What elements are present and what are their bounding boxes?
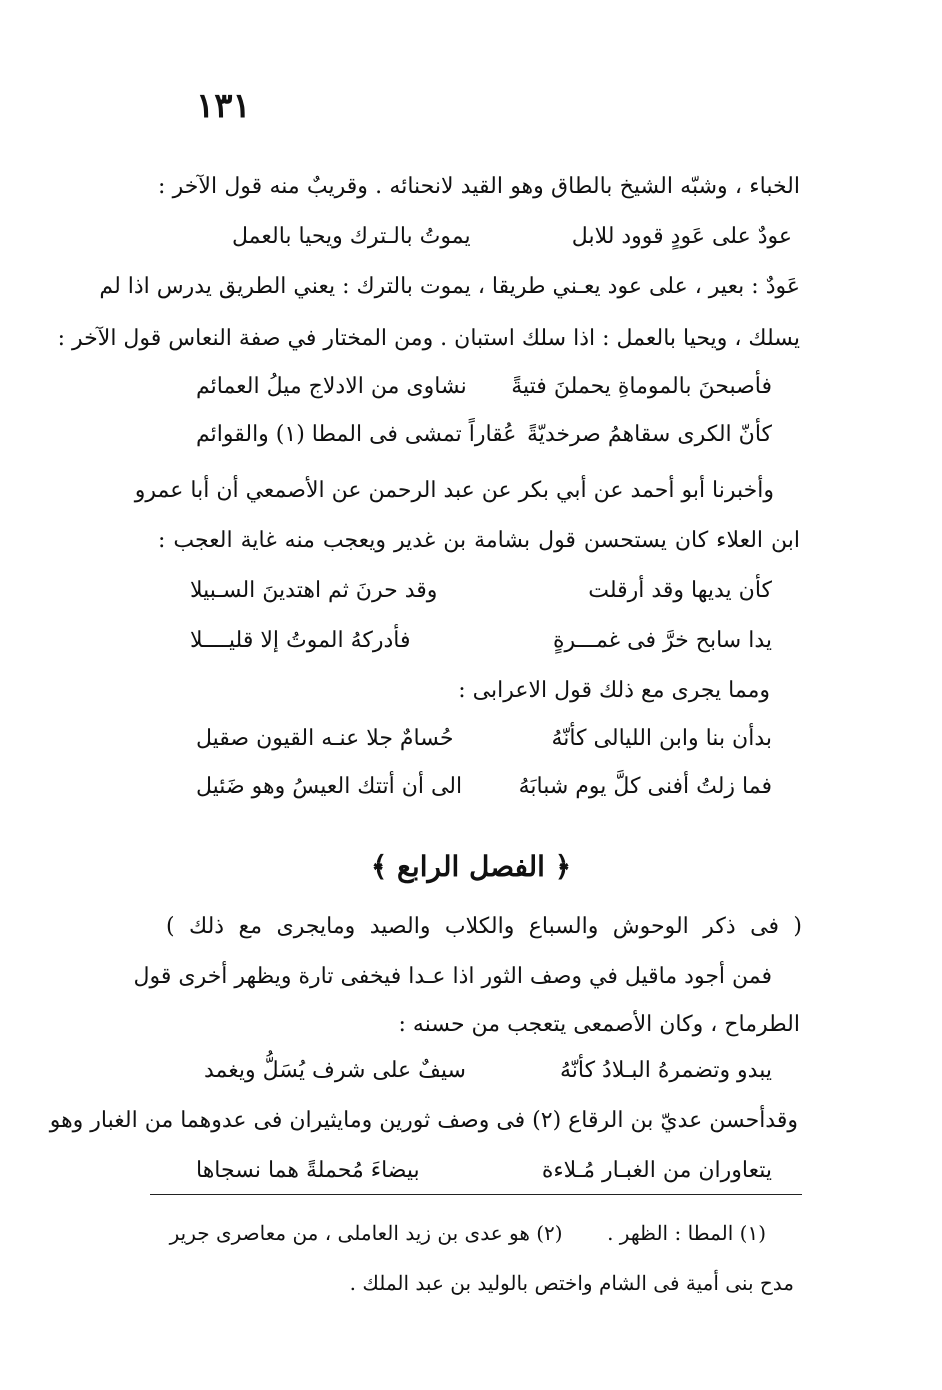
verse-line — [196, 724, 772, 754]
verse-line — [190, 576, 772, 606]
prose-line: فمن أجود ماقيل في وصف الثور اذا عـدا فيخفى تارة ويظهر أخرى قول — [133, 964, 772, 989]
verse-hemistich-left: فأدركهُ الموتُ إلا قليــــلا — [190, 628, 411, 653]
verse-hemistich-left: سيفٌ على شرف يُسَلُّ ويغمد — [204, 1058, 466, 1083]
prose-line: الطرماح ، وكان الأصمعى يتعجب من حسنه : — [398, 1012, 800, 1037]
verse-hemistich-right: كأن يديها وقد أرقلت — [588, 578, 772, 603]
verse-hemistich-left: حُسامٌ جلا عنـه القيون صقيل — [196, 726, 454, 751]
verse-hemistich-left: الى أن أتتك العيسُ وهو ضَئيل — [196, 774, 463, 799]
verse-hemistich-right: يبدو وتضمرهُ البـلادُ كأنّهُ — [559, 1058, 772, 1083]
verse-line — [232, 222, 792, 252]
chapter-subtitle: ( فى ذكر الوحوش والسباع والكلاب والصيد ومايجرى مع ذلك ) — [166, 914, 802, 939]
verse-hemistich-left: عُقاراً تمشى فى المطا (١) والقوائم — [196, 422, 517, 447]
page-number: ١٣١ — [196, 86, 251, 126]
prose-line: الخباء ، وشبّه الشيخ بالطاق وهو القيد لانحنائه . وقريبٌ منه قول الآخر : — [158, 174, 800, 199]
prose-line: عَودٌ : بعير ، على عود يعـني طريقا ، يموت بالترك : يعني الطريق يدرس اذا لم — [99, 274, 800, 299]
verse-hemistich-left: بيضاءَ مُحملةً هما نسجاها — [196, 1158, 420, 1183]
verse-hemistich-right: بدأن بنا وابن الليالى كأنّهُ — [551, 726, 772, 751]
prose-line: وقدأحسن عديّ بن الرقاع (٢) فى وصف ثورين ومايثيران فى عدوهما من الغبار وهو — [49, 1108, 798, 1133]
verse-hemistich-right: يتعاوران من الغبـار مُـلاءة — [541, 1158, 772, 1183]
verse-hemistich-right: يدا سابح خرَّ فى غمـــرةٍ — [552, 628, 772, 653]
verse-hemistich-left: يموتُ بالـترك ويحيا بالعمل — [232, 224, 471, 249]
verse-line — [196, 372, 772, 402]
verse-hemistich-right: عودٌ على عَودٍ قوود للابل — [571, 224, 792, 249]
footnote-line: مدح بنى أمية فى الشام واختص بالوليد بن عبد الملك . — [349, 1271, 794, 1295]
verse-hemistich-right: فأصبحنَ بالموماةِ يحملنَ فتيةً — [511, 374, 772, 399]
verse-hemistich-right: فما زلتُ أفنى كلَّ يوم شبابَهُ — [518, 774, 772, 799]
prose-line: يسلك ، ويحيا بالعمل : اذا سلك استبان . ومن المختار في صفة النعاس قول الآخر : — [57, 326, 800, 351]
verse-hemistich-left: وقد حرنَ ثم اهتدينَ السـبيلا — [190, 578, 438, 603]
verse-line — [190, 626, 772, 656]
verse-hemistich-left: نشاوى من الادلاج ميلُ العمائم — [196, 374, 467, 399]
footnote-divider — [150, 1194, 802, 1195]
prose-line: ابن العلاء كان يستحسن قول بشامة بن غدير ويعجب منه غاية العجب : — [158, 528, 800, 553]
verse-line — [196, 772, 772, 802]
verse-line — [204, 1056, 772, 1086]
chapter-heading: ﴿ الفصل الرابع ﴾ — [370, 850, 572, 883]
verse-hemistich-right: كأنّ الكرى سقاهمُ صرخديّةً — [526, 422, 772, 447]
prose-line: ومما يجرى مع ذلك قول الاعرابى : — [458, 678, 770, 703]
verse-line — [196, 1156, 772, 1186]
verse-line — [196, 420, 772, 450]
footnote-line: (١) المطا : الظهر . (٢) هو عدى بن زيد العاملى ، من معاصرى جرير — [169, 1221, 766, 1245]
prose-line: وأخبرنا أبو أحمد عن أبي بكر عن عبد الرحمن عن الأصمعي أن أبا عمرو — [134, 478, 774, 503]
